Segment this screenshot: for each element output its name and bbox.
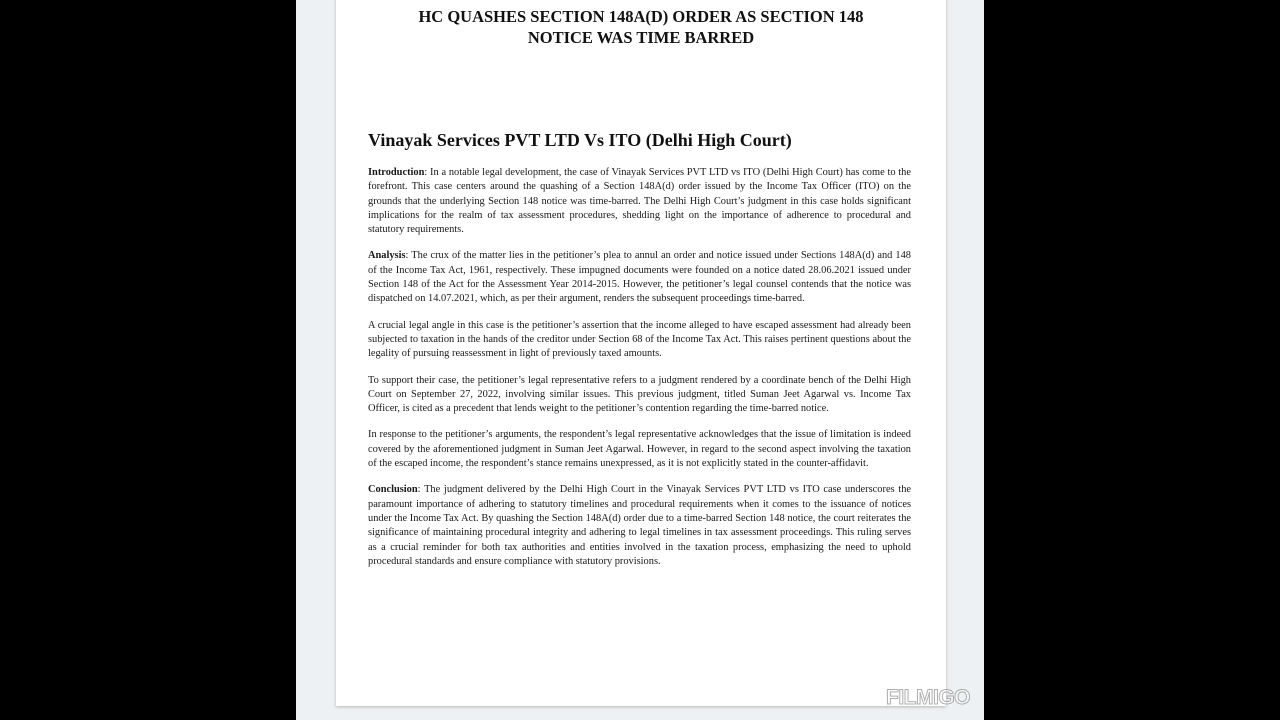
case-heading: Vinayak Services PVT LTD Vs ITO (Delhi High Court) [368,130,792,150]
document-page [336,0,946,706]
paragraph-analysis [368,249,911,306]
document-title [336,6,946,48]
title-line-2: NOTICE WAS TIME BARRED [527,28,755,47]
article-body [368,166,911,581]
paragraph-text: : The judgment delivered by the Delhi High Court in the Vinayak Services PVT LTD vs ITO case underscores the paramount importance of adhering to statutory timelines and procedural requirements when it comes to the issuance of notices under the Income Tax Act. By quashing the Section 148A(d) order due to a time-barred Section 148 notice, the court reiterates the significance of maintaining procedural integrity and adhering to legal timelines in tax assessment proceedings. This ruling serves as a crucial reminder for both tax authorities and entities involved in the taxation process, emphasizing the need to uphold procedural standards and ensure compliance with statutory provisions. [368,484,911,567]
paragraph-legal-angle [368,319,911,362]
paragraph-response [368,428,911,471]
paragraph-text: In response to the petitioner’s arguments, the respondent’s legal representative acknowledges that the issue of limitation is indeed covered by the aforementioned judgment in Suman Jeet Agarwal. However, in regard to the second aspect involving the taxation of the escaped income, the respondent’s stance remains unexpressed, as it is not explicitly stated in the counter-affidavit. [368,429,911,470]
paragraph-text: : In a notable legal development, the case of Vinayak Services PVT LTD vs ITO (Delhi High Court) has come to the forefront. This case centers around the quashing of a Section 148A(d) order issued by the Income Tax Officer (ITO) on the grounds that the underlying Section 148 notice was time-barred. The Delhi High Court’s judgment in this case holds significant implications for the realm of tax assessment procedures, shedding light on the importance of adherence to procedural and statutory requirements. [368,167,911,236]
paragraph-conclusion [368,483,911,569]
paragraph-text: To support their case, the petitioner’s legal representative refers to a judgment rendered by a coordinate bench of the Delhi High Court on September 27, 2022, involving similar issues. This previous judgment, titled Suman Jeet Agarwal vs. Income Tax Officer, is cited as a precedent that lends weight to the petitioner’s contention regarding the time-barred notice. [368,374,911,415]
paragraph-label: Introduction [368,167,425,178]
paragraph-text: : The crux of the matter lies in the petitioner’s plea to annul an order and notice issued under Sections 148A(d) and 148 of the Income Tax Act, 1961, respectively. These impugned documents were founded on a notice dated 28.06.2021 issued under Section 148 of the Act for the Assessment Year 2014-2015. However, the petitioner’s legal counsel contends that the notice was dispatched on 14.07.2021, which, as per their argument, renders the subsequent proceedings time-barred. [368,250,911,305]
paragraph-label: Conclusion [368,484,418,496]
paragraph-text: A crucial legal angle in this case is the petitioner’s assertion that the income alleged to have escaped assessment had already been subjected to taxation in the hands of the creditor under Section 68 of the Income Tax Act. This raises pertinent questions about the legality of pursuing reassessment in light of previously taxed amounts. [368,319,911,360]
filmigo-watermark: FILMIGO [886,686,970,709]
paragraph-introduction [368,166,911,237]
paragraph-precedent [368,374,911,417]
title-line-1: HC QUASHES SECTION 148A(D) ORDER AS SECTION 148 [418,7,864,26]
document-viewer[interactable] [296,0,984,720]
paragraph-label: Analysis [368,250,406,262]
